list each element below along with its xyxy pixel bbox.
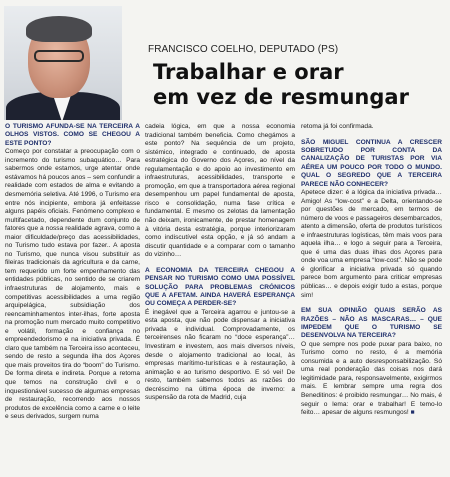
answer-4: [301, 341, 442, 418]
answer-2-continued: retoma já foi confirmada.: [301, 123, 374, 130]
answer-4-text: O que sempre nos pode puxar para baixo, no Turismo como no resto, é a memória consumida e a auto desresponsabilização. Só uma real ponderação das coisas nos dará legitimidade para, responsavelmente, exigirmos mais. E lembrar sempre uma regra dos Beneditinos: é proibido resmungar… No mais, é seguir o lema: orar e trabalhar! E temo-lo feito… apesar de alguns resmungos!: [301, 340, 442, 417]
question-1: O TURISMO AFUNDA-SE NA TERCEIRA A OLHOS VISTOS. COMO SE CHEGOU A ESTE PONTO?: [5, 123, 140, 147]
answer-2: É inegável que a Terceira agarrou e juntou-se a esta aposta, que não pode dispensar a iniciativa privada e individual. Comprovadamente, os terceirenses não ficaram no “doce esperança”… Investiram e investem, aos mais diversos níveis, desde o alojamento tradicional ao local, às empresas marítimo-turísticas e à restauração, à animação e ao turismo desportivo. E só vei! De resto, também sabemos todos as razões do decréscimo na última época de inverno: a suspensão da rota de Madrid, cuja: [145, 308, 295, 402]
question-2: A ECONOMIA DA TERCEIRA CHEGOU A PENSAR NO TURISMO COMO UMA POSSÍVEL SOLUÇÃO PARA PROBLEMAS CRÓNICOS QUE A AFETAM. AINDA HAVERÁ ESPERANÇA OU COMEÇA A PERDER-SE?: [145, 266, 295, 308]
column-2: [145, 123, 295, 403]
photo-hair: [26, 16, 92, 42]
title-line-2: em vez de resmungar: [153, 85, 409, 109]
author-photo: [4, 6, 122, 120]
answer-3: Apetece dizer: é a lógica da iniciativa privada… Amigo! As “low-cost” e a Delta, orientando-se por questões de mercado, em termos de número de voos e passageiros desembarcados, atento a dimensão, oferta de produtos turísticos e infraestruturas logísticas, têm mais voos para aquela ilha… e logo a seguir para a Terceira, que é uma das duas ilhas dos Açores para onde voa uma empresa “low-cost”. Não se pode é glorificar a iniciativa privada só quando parece bom argumento para criticar empresas públicas… e depois exigir tudo a estas, porque sim!: [301, 188, 442, 299]
end-mark: ■: [410, 409, 415, 417]
column-1: [5, 123, 140, 422]
title-line-1: Trabalhar e orar: [153, 60, 344, 84]
photo-glasses: [34, 50, 84, 62]
question-3: SÃO MIGUEL CONTINUA A CRESCER SOBRETUDO POR CONTA DA CANALIZAÇÃO DE TURISTAS POR VIA AÉREA UM POUCO POR TODO O MUNDO. QUAL O SEGREDO QUE A TERCEIRA PARECE NÃO CONHECER?: [301, 138, 442, 188]
column-3: [301, 123, 442, 418]
article-title: [153, 60, 443, 110]
question-4: EM SUA OPINIÃO QUAIS SERÃO AS RAZÕES – NÃO AS MASCARAS… – QUE IMPEDEM QUE O TURISMO SE DESENVOLVA NA TERCEIRA?: [301, 307, 442, 340]
answer-1: Começo por constatar a preocupação com o incremento do turismo subaquático… Para sabermos onde estamos, urge atentar onde estávamos há poucos anos – sem confundir a realidade com estados de alma e evitando a desmemória seletiva. Até 1996, o Turismo era entre nós incipiente, embora já enfeitasse alguns papéis oficiais. Fenómeno complexo e multifacetado, dependente dum conjunto de fatores que a nossa realidade agrava, como a maior dificuldade/preço das acessibilidades, no Turismo tudo estava por fazer.. A aposta no Turismo, que nunca visou substituir as fileiras tradicionais da agricultura e da carne, tem requerido um forte empenhamento das entidades públicas, no sentido de se criarem infraestruturas de alojamento, mais e competitivas acessibilidades a uma região arquipelágica, subsidiação dos reencaminhamentos inter-ilhas, forte aposta na promoção num mercado muito competitivo e volátil, formação e confiança no empreendedorismo e na iniciativa privada. É claro que também na Terceira isso aconteceu, sendo de resto a segunda ilha dos Açores que mais proveitos tira do “boom” do Turismo. De forma direta e indireta. Porque a retoma que temos na construção civil e o inquestionável sucesso de algumas empresas de restauração, recorrendo aos nossos produtos de excelência como a carne e o leite e seus derivados, surgem numa: [5, 148, 140, 421]
byline: FRANCISCO COELHO, DEPUTADO (PS): [148, 44, 339, 55]
answer-1-continued: cadeia lógica, em que a nossa economia tradicional também beneficia. Como chegámos a este ponto? Na sequência de um projeto, sistémico, integrado e continuado, de aposta estratégica do Governo dos Açores, ao nível da regulamentação e do apoio ao investimento em infraestruturas, acessibilidades, transporte e promoção, em que a transportadora aérea regional desempenhou um papel fundamental de aposta, risco e consolidação, numa fase crítica e fundamental. E mesmo os zelotas da lamentação não deixam, ironicamente, de prestar homenagem à vitória desta estratégia, porque interiorizaram como indiscutível esta opção, e já só andam a discutir quantidade e a comparar com o tamanho do vizinho…: [145, 123, 295, 259]
